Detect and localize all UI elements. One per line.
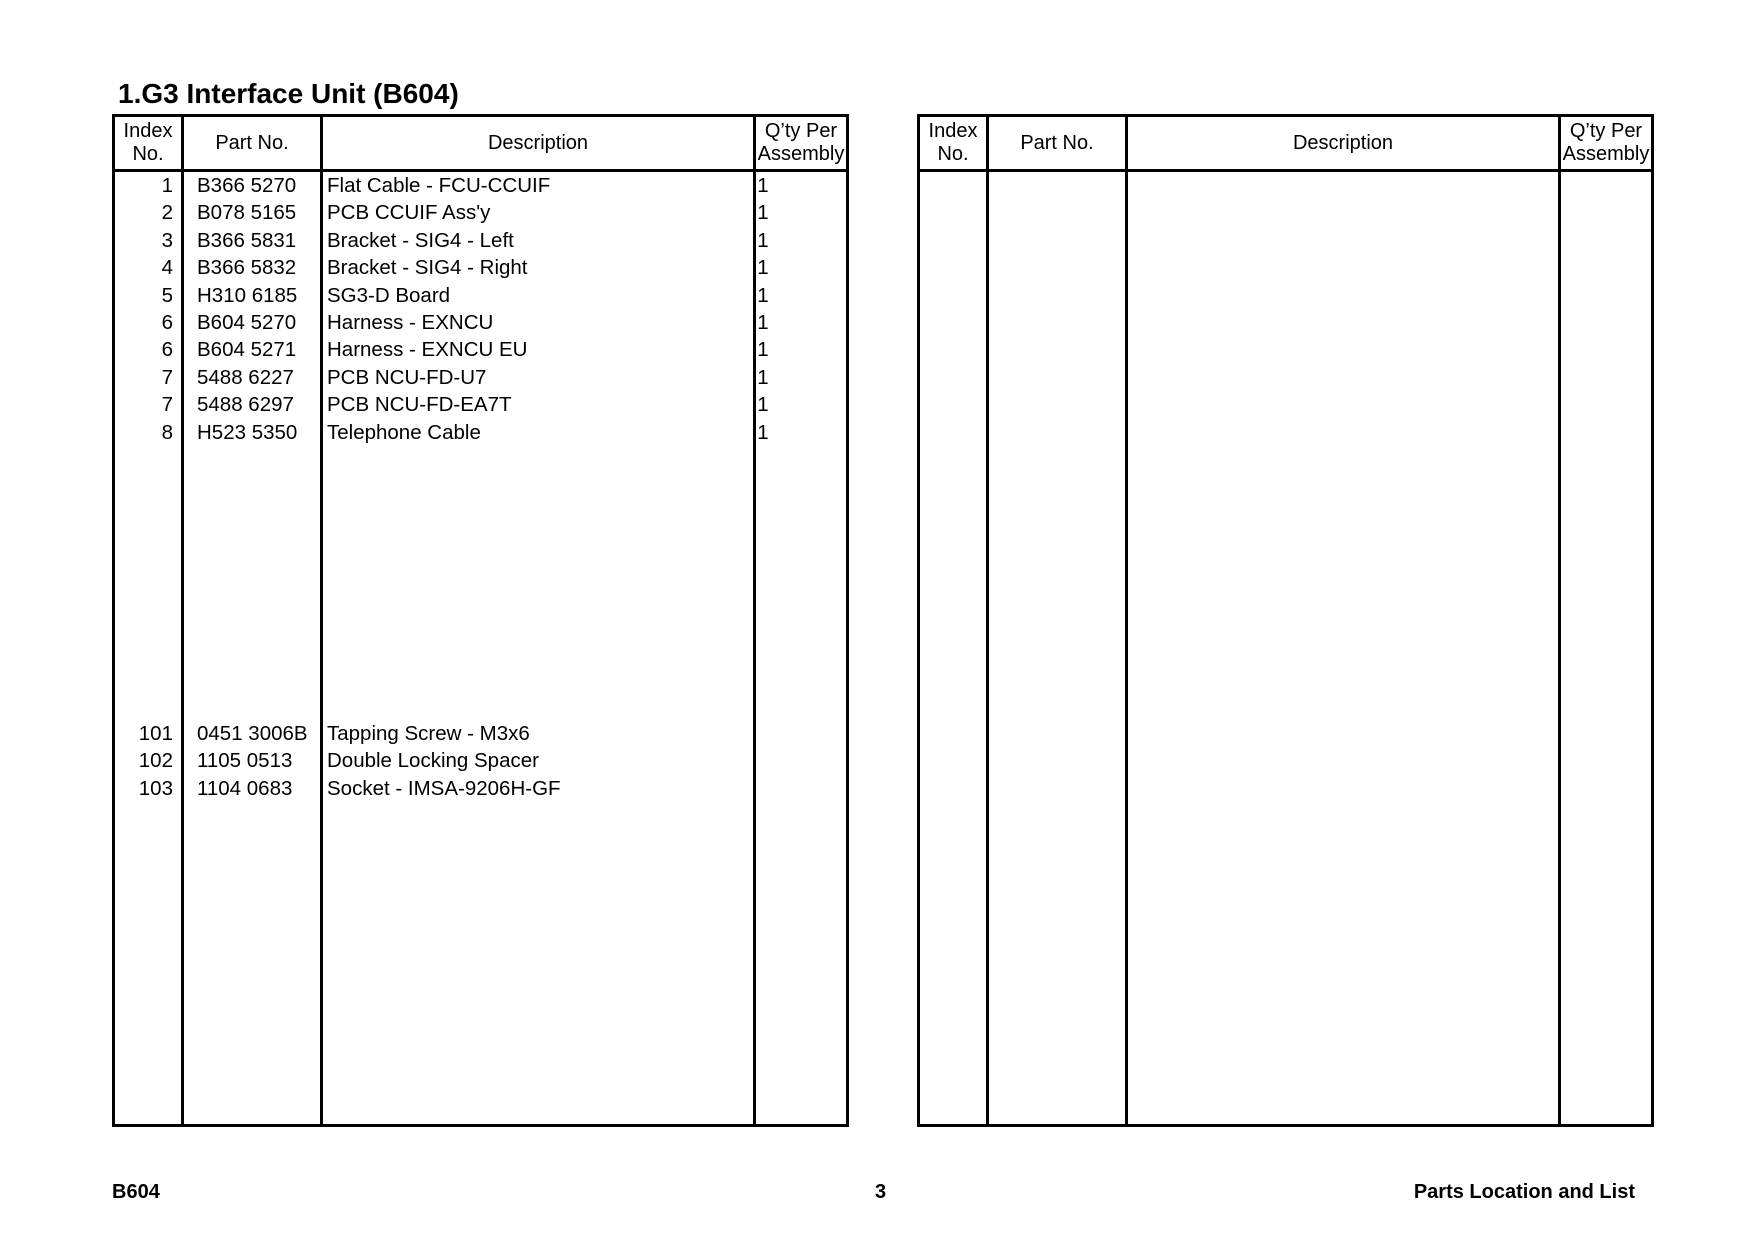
table-row (115, 747, 846, 774)
header-qty-line1: Q’ty Per (764, 120, 838, 142)
table-row (115, 583, 846, 610)
parts-table-right (917, 114, 1654, 1127)
table-row (115, 172, 846, 199)
table-row (115, 720, 846, 747)
row-qty: 1 (757, 256, 769, 280)
row-qty: 1 (757, 393, 769, 417)
row-part-no: 5488 6227 (197, 365, 294, 389)
table-body (115, 172, 846, 802)
table-row (115, 555, 846, 582)
header-qty-line1: Q’ty Per (1569, 120, 1643, 142)
row-part-no: B604 5270 (197, 310, 297, 334)
row-index: 6 (161, 338, 173, 362)
header-index-line2: No. (132, 143, 164, 165)
row-description: Tapping Screw - M3x6 (327, 721, 530, 745)
row-part-no: B078 5165 (197, 201, 297, 225)
row-part-no: B366 5831 (197, 228, 297, 252)
table-row (115, 309, 846, 336)
row-qty: 1 (757, 420, 769, 444)
header-part-no: Part No. (1020, 131, 1094, 154)
row-qty: 1 (757, 201, 769, 225)
row-part-no: H310 6185 (197, 283, 298, 307)
row-part-no: 1105 0513 (197, 749, 293, 773)
row-description: PCB NCU-FD-EA7T (327, 393, 512, 417)
table-row (115, 336, 846, 363)
row-description: SG3-D Board (327, 283, 451, 307)
row-index: 4 (161, 256, 173, 280)
header-index-no (115, 117, 181, 169)
header-description: Description (487, 131, 589, 154)
table-row (115, 364, 846, 391)
table-row (115, 227, 846, 254)
row-part-no: 1104 0683 (197, 776, 293, 800)
header-index-line2: No. (937, 143, 969, 165)
table-header (115, 117, 846, 172)
table-row (115, 528, 846, 555)
row-description: Telephone Cable (327, 420, 481, 444)
row-index: 7 (161, 365, 173, 389)
table-row (115, 775, 846, 802)
page-number: 3 (875, 1181, 887, 1203)
row-index: 6 (161, 310, 173, 334)
row-description: Bracket - SIG4 - Right (327, 256, 528, 280)
header-description: Description (1292, 131, 1394, 154)
table-row (115, 282, 846, 309)
table-row (115, 501, 846, 528)
row-index: 8 (161, 420, 173, 444)
row-description: Harness - EXNCU EU (327, 338, 528, 362)
row-qty: 1 (757, 283, 769, 307)
row-index: 102 (138, 749, 173, 773)
page-title: 1.G3 Interface Unit (B604) (118, 78, 459, 109)
table-row (115, 446, 846, 473)
row-qty: 1 (757, 228, 769, 252)
row-part-no: B366 5270 (197, 174, 297, 197)
row-index: 103 (138, 776, 173, 800)
header-index-line1: Index (123, 120, 173, 142)
row-part-no: B604 5271 (197, 338, 297, 362)
table-row (115, 665, 846, 692)
row-part-no: B366 5832 (197, 256, 297, 280)
row-part-no: H523 5350 (197, 420, 298, 444)
table-row (115, 419, 846, 446)
row-qty: 1 (757, 310, 769, 334)
row-description: Bracket - SIG4 - Left (327, 228, 514, 252)
row-description: Double Locking Spacer (327, 749, 539, 773)
header-qty-line2: Assembly (757, 143, 845, 165)
column-divider (1125, 117, 1128, 1124)
header-qty-per-assembly (756, 117, 846, 169)
column-divider (986, 117, 989, 1124)
header-part-no: Part No. (215, 131, 289, 154)
table-header (920, 117, 1651, 172)
row-index: 2 (161, 201, 173, 225)
table-row (115, 254, 846, 281)
row-description: Harness - EXNCU (327, 310, 494, 334)
footer-section-title: Parts Location and List (1413, 1181, 1635, 1203)
row-description: Flat Cable - FCU-CCUIF (327, 174, 551, 197)
header-qty-line2: Assembly (1562, 143, 1650, 165)
row-part-no: 0451 3006B (197, 721, 308, 745)
parts-table-left (112, 114, 849, 1127)
table-row (115, 473, 846, 500)
row-index: 3 (161, 228, 173, 252)
header-index-line1: Index (928, 120, 978, 142)
row-index: 7 (161, 393, 173, 417)
header-index-no (920, 117, 986, 169)
row-description: Socket - IMSA-9206H-GF (327, 776, 561, 800)
header-qty-per-assembly (1561, 117, 1651, 169)
table-row (115, 692, 846, 719)
row-qty: 1 (757, 338, 769, 362)
footer-model: B604 (112, 1181, 160, 1203)
table-row (115, 391, 846, 418)
row-description: PCB CCUIF Ass'y (327, 201, 491, 225)
table-row (115, 199, 846, 226)
column-divider (1558, 117, 1561, 1124)
table-row (115, 638, 846, 665)
row-qty: 1 (757, 365, 769, 389)
row-index: 5 (161, 283, 173, 307)
row-index: 1 (161, 174, 173, 197)
row-description: PCB NCU-FD-U7 (327, 365, 487, 389)
row-qty: 1 (757, 174, 769, 197)
row-index: 101 (138, 721, 173, 745)
table-row (115, 610, 846, 637)
row-part-no: 5488 6297 (197, 393, 294, 417)
